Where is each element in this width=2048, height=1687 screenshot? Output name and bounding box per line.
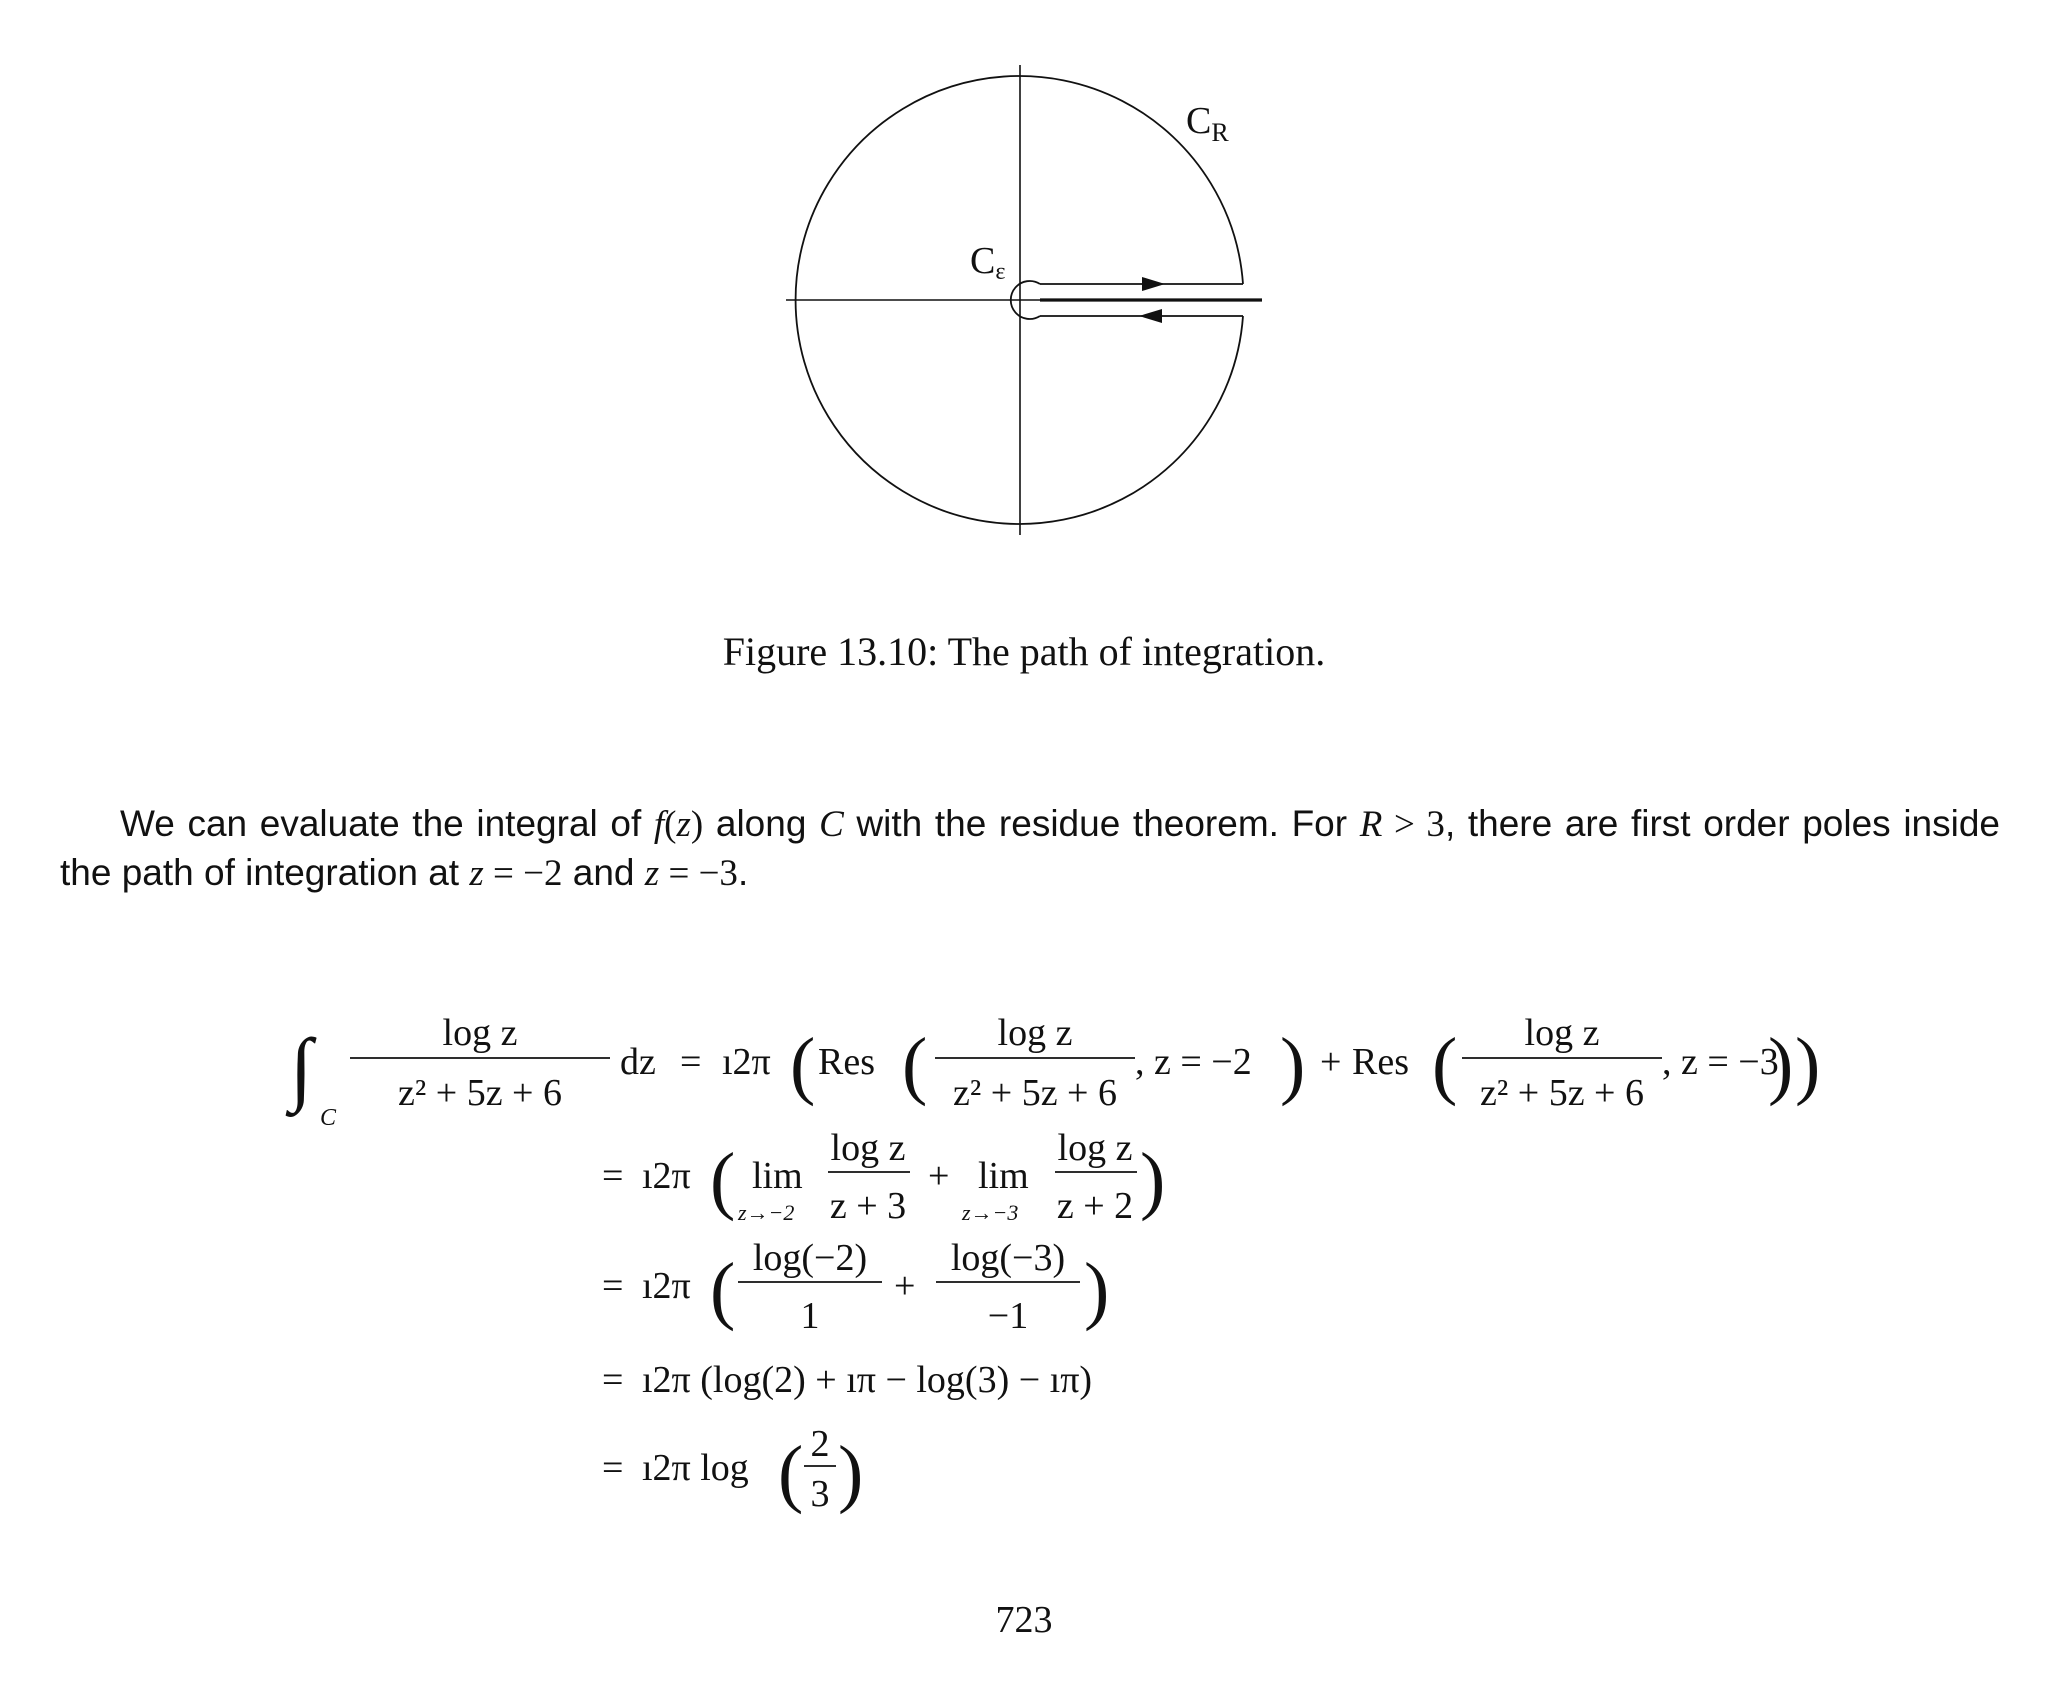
svg-text:Res: Res (818, 1041, 875, 1083)
svg-text:log z: log z (442, 1012, 518, 1054)
svg-text:(: ( (710, 1248, 736, 1332)
svg-text:ı2π: ı2π (722, 1041, 771, 1083)
svg-text:=: = (602, 1447, 624, 1489)
svg-text:): ) (1140, 1138, 1166, 1222)
svg-text:): ) (1768, 1023, 1794, 1107)
svg-text:lim: lim (752, 1155, 803, 1197)
svg-text:log z: log z (997, 1012, 1073, 1054)
display-equation (290, 1010, 1821, 1530)
svg-text:log(−3): log(−3) (950, 1237, 1066, 1279)
right-arrow-icon (1142, 277, 1165, 291)
svg-text:ı2π (log(2) + ıπ − log(3) − ıπ: ı2π (log(2) + ıπ − log(3) − ıπ) (642, 1359, 1093, 1401)
label-CR: $C_R$ (1186, 100, 1229, 147)
svg-text:(: ( (1432, 1023, 1458, 1107)
svg-text:ı2π: ı2π (642, 1265, 691, 1307)
page-number: 723 (995, 1599, 1053, 1641)
equation-line-1 (285, 1012, 1820, 1131)
svg-text:+: + (928, 1155, 950, 1197)
svg-text:log z: log z (830, 1127, 906, 1169)
svg-text:): ) (1084, 1248, 1110, 1332)
svg-text:log(−2): log(−2) (752, 1237, 868, 1279)
svg-text:z + 3: z + 3 (829, 1185, 907, 1227)
equation-line-2 (602, 1127, 1165, 1227)
svg-text:(: ( (778, 1431, 804, 1515)
svg-text:(: ( (902, 1023, 928, 1107)
svg-text:lim: lim (978, 1155, 1029, 1197)
svg-text:): ) (1280, 1023, 1306, 1107)
svg-text:z² + 5z + 6: z² + 5z + 6 (1480, 1072, 1644, 1114)
svg-text:+: + (1320, 1041, 1342, 1083)
integration-path-figure (780, 55, 1280, 555)
svg-text:1: 1 (800, 1295, 820, 1337)
svg-text:=: = (680, 1041, 702, 1083)
svg-text:, z = −3: , z = −3 (1662, 1041, 1779, 1083)
left-arrow-icon (1139, 309, 1162, 323)
svg-text:z² + 5z + 6: z² + 5z + 6 (398, 1072, 562, 1114)
svg-text:=: = (602, 1155, 624, 1197)
equation-line-5 (602, 1423, 863, 1515)
svg-text:): ) (1795, 1023, 1821, 1107)
svg-text:C: C (320, 1105, 337, 1131)
svg-text:(: ( (790, 1023, 816, 1107)
svg-text:z→−3: z→−3 (962, 1200, 1019, 1225)
svg-text:z→−2: z→−2 (738, 1200, 795, 1225)
svg-text:ı2π log: ı2π log (642, 1447, 749, 1489)
svg-text:=: = (602, 1265, 624, 1307)
svg-text:3: 3 (810, 1473, 830, 1515)
svg-text:(: ( (710, 1138, 736, 1222)
svg-text:): ) (838, 1431, 864, 1515)
svg-text:log z: log z (1524, 1012, 1600, 1054)
svg-text:dz: dz (620, 1041, 656, 1083)
svg-text:−1: −1 (987, 1295, 1029, 1337)
equation-line-4 (602, 1359, 1092, 1401)
svg-text:z² + 5z + 6: z² + 5z + 6 (953, 1072, 1117, 1114)
body-paragraph: We can evaluate the integral of f(z) along C with the residue theorem. For R > 3, there are first order poles inside the path of integration at z = −2 and z = −3. (60, 803, 2000, 894)
svg-text:ı2π: ı2π (642, 1155, 691, 1197)
svg-text:2: 2 (810, 1423, 830, 1465)
svg-text:log z: log z (1057, 1127, 1133, 1169)
figure-caption: Figure 13.10: The path of integration. (722, 629, 1326, 674)
svg-text:Res: Res (1352, 1041, 1409, 1083)
svg-text:=: = (602, 1359, 624, 1401)
svg-text:, z = −2: , z = −2 (1135, 1041, 1252, 1083)
svg-text:∫: ∫ (290, 1022, 313, 1113)
svg-text:z + 2: z + 2 (1056, 1185, 1134, 1227)
label-Cepsilon: Cε (970, 240, 1006, 285)
equation-line-3 (602, 1237, 1109, 1337)
svg-text:+: + (894, 1265, 916, 1307)
